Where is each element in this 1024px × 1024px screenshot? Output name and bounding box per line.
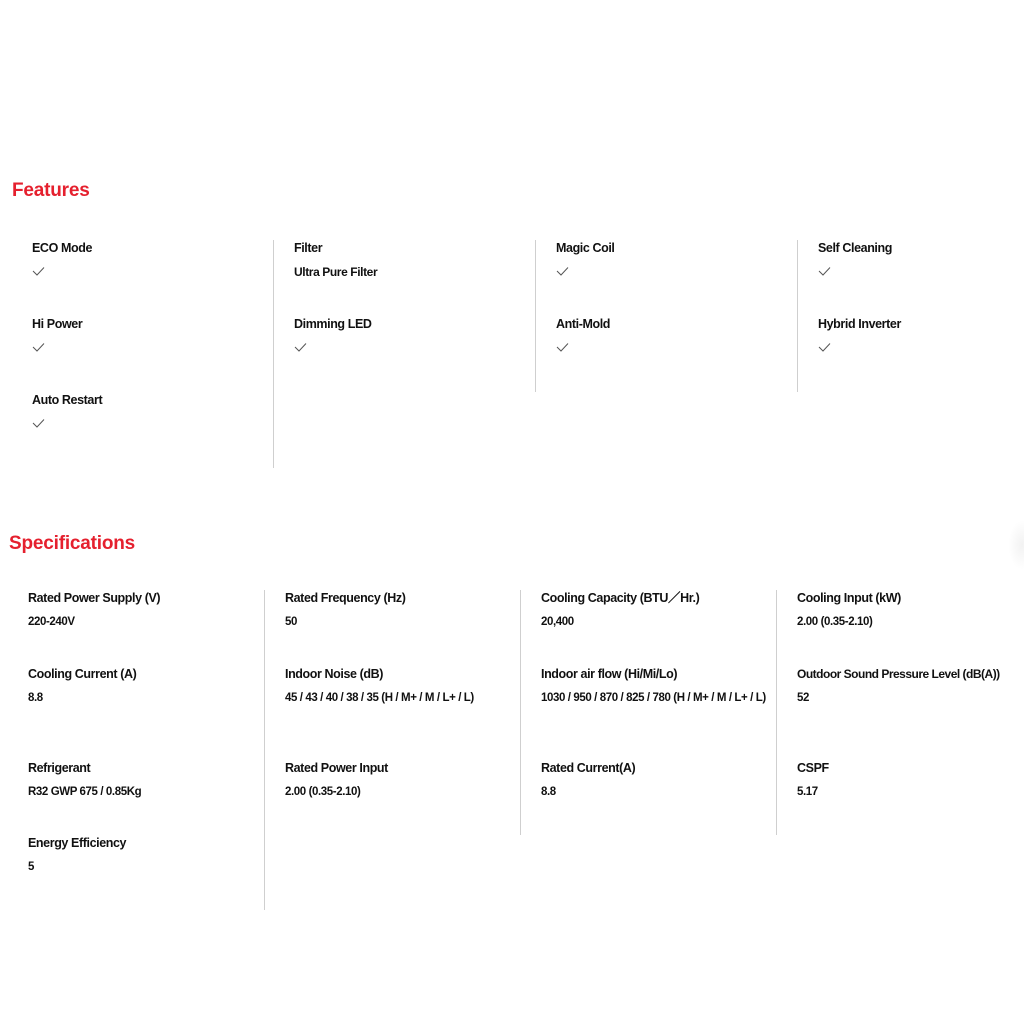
features-column-4 (797, 240, 1017, 392)
checkmark-icon (32, 266, 45, 276)
feature-label: Auto Restart (32, 393, 103, 407)
spec-refrigerant (28, 760, 264, 802)
spec-value: 2.00 (0.35-2.10) (797, 616, 873, 628)
spec-value: 5.17 (797, 786, 818, 798)
spec-rated-power-input (285, 760, 521, 802)
spec-value: 50 (285, 616, 297, 628)
specs-column-4 (776, 590, 1020, 835)
spec-cooling-input (797, 590, 1019, 632)
feature-label: Filter (294, 241, 323, 255)
spec-label: Cooling Input (kW) (797, 591, 901, 605)
spec-outdoor-sound-pressure (797, 666, 1019, 708)
spec-rated-power-supply (28, 590, 264, 632)
features-heading: Features (12, 180, 90, 201)
spec-energy-efficiency (28, 835, 264, 877)
feature-auto-restart (32, 392, 262, 428)
spec-label: Rated Power Supply (V) (28, 591, 161, 605)
spec-label: Indoor air flow (Hi/Mi/Lo) (541, 667, 678, 681)
feature-eco-mode (32, 240, 262, 276)
checkmark-icon (818, 342, 831, 352)
features-column-1 (32, 240, 272, 468)
spec-value: 20,400 (541, 616, 574, 628)
checkmark-icon (556, 266, 569, 276)
spec-label: Indoor Noise (dB) (285, 667, 384, 681)
feature-dimming-led (294, 316, 524, 352)
spec-label: Cooling Current (A) (28, 667, 137, 681)
spec-rated-current (541, 760, 777, 802)
spec-label: Rated Power Input (285, 761, 388, 775)
feature-label: ECO Mode (32, 241, 92, 255)
features-column-2 (273, 240, 535, 468)
spec-value: 8.8 (541, 786, 556, 798)
spec-label: Energy Efficiency (28, 836, 127, 850)
spec-label: Rated Frequency (Hz) (285, 591, 406, 605)
checkmark-icon (32, 342, 45, 352)
specs-column-3 (520, 590, 776, 835)
feature-label: Magic Coil (556, 241, 615, 255)
spec-value: 45 / 43 / 40 / 38 / 35 (H / M+ / M / L+ / L) (285, 692, 474, 704)
spec-value: 52 (797, 692, 809, 704)
feature-label: Self Cleaning (818, 241, 892, 255)
features-column-3 (535, 240, 797, 392)
feature-label: Anti-Mold (556, 317, 611, 331)
feature-label: Hybrid Inverter (818, 317, 901, 331)
spec-label: Rated Current(A) (541, 761, 636, 775)
feature-hi-power (32, 316, 262, 352)
checkmark-icon (818, 266, 831, 276)
spec-indoor-air-flow (541, 666, 771, 708)
spec-value: 1030 / 950 / 870 / 825 / 780 (H / M+ / M / L+ / L) (541, 692, 766, 704)
spec-indoor-noise (285, 666, 521, 708)
spec-value: 2.00 (0.35-2.10) (285, 786, 361, 798)
spec-label: Cooling Capacity (BTU／Hr.) (541, 591, 700, 605)
feature-self-cleaning (818, 240, 1013, 276)
spec-cooling-current (28, 666, 264, 708)
feature-label: Dimming LED (294, 317, 372, 331)
checkmark-icon (556, 342, 569, 352)
checkmark-icon (32, 418, 45, 428)
spec-label: Outdoor Sound Pressure Level (dB(A)) (797, 667, 1000, 681)
edge-shadow (1008, 520, 1024, 570)
spec-value: 5 (28, 861, 34, 873)
specs-column-2 (264, 590, 520, 910)
feature-hybrid-inverter (818, 316, 1013, 352)
feature-anti-mold (556, 316, 786, 352)
spec-cspf (797, 760, 1019, 802)
feature-filter (294, 240, 524, 280)
spec-value: 220-240V (28, 616, 75, 628)
spec-label: Refrigerant (28, 761, 91, 775)
spec-rated-frequency (285, 590, 521, 632)
spec-value: R32 GWP 675 / 0.85Kg (28, 786, 142, 798)
feature-value: Ultra Pure Filter (294, 265, 378, 279)
feature-magic-coil (556, 240, 786, 276)
specifications-heading: Specifications (9, 533, 136, 554)
specs-column-1 (28, 590, 264, 910)
spec-cooling-capacity (541, 590, 777, 632)
spec-value: 8.8 (28, 692, 43, 704)
feature-label: Hi Power (32, 317, 83, 331)
checkmark-icon (294, 342, 307, 352)
spec-label: CSPF (797, 761, 829, 775)
